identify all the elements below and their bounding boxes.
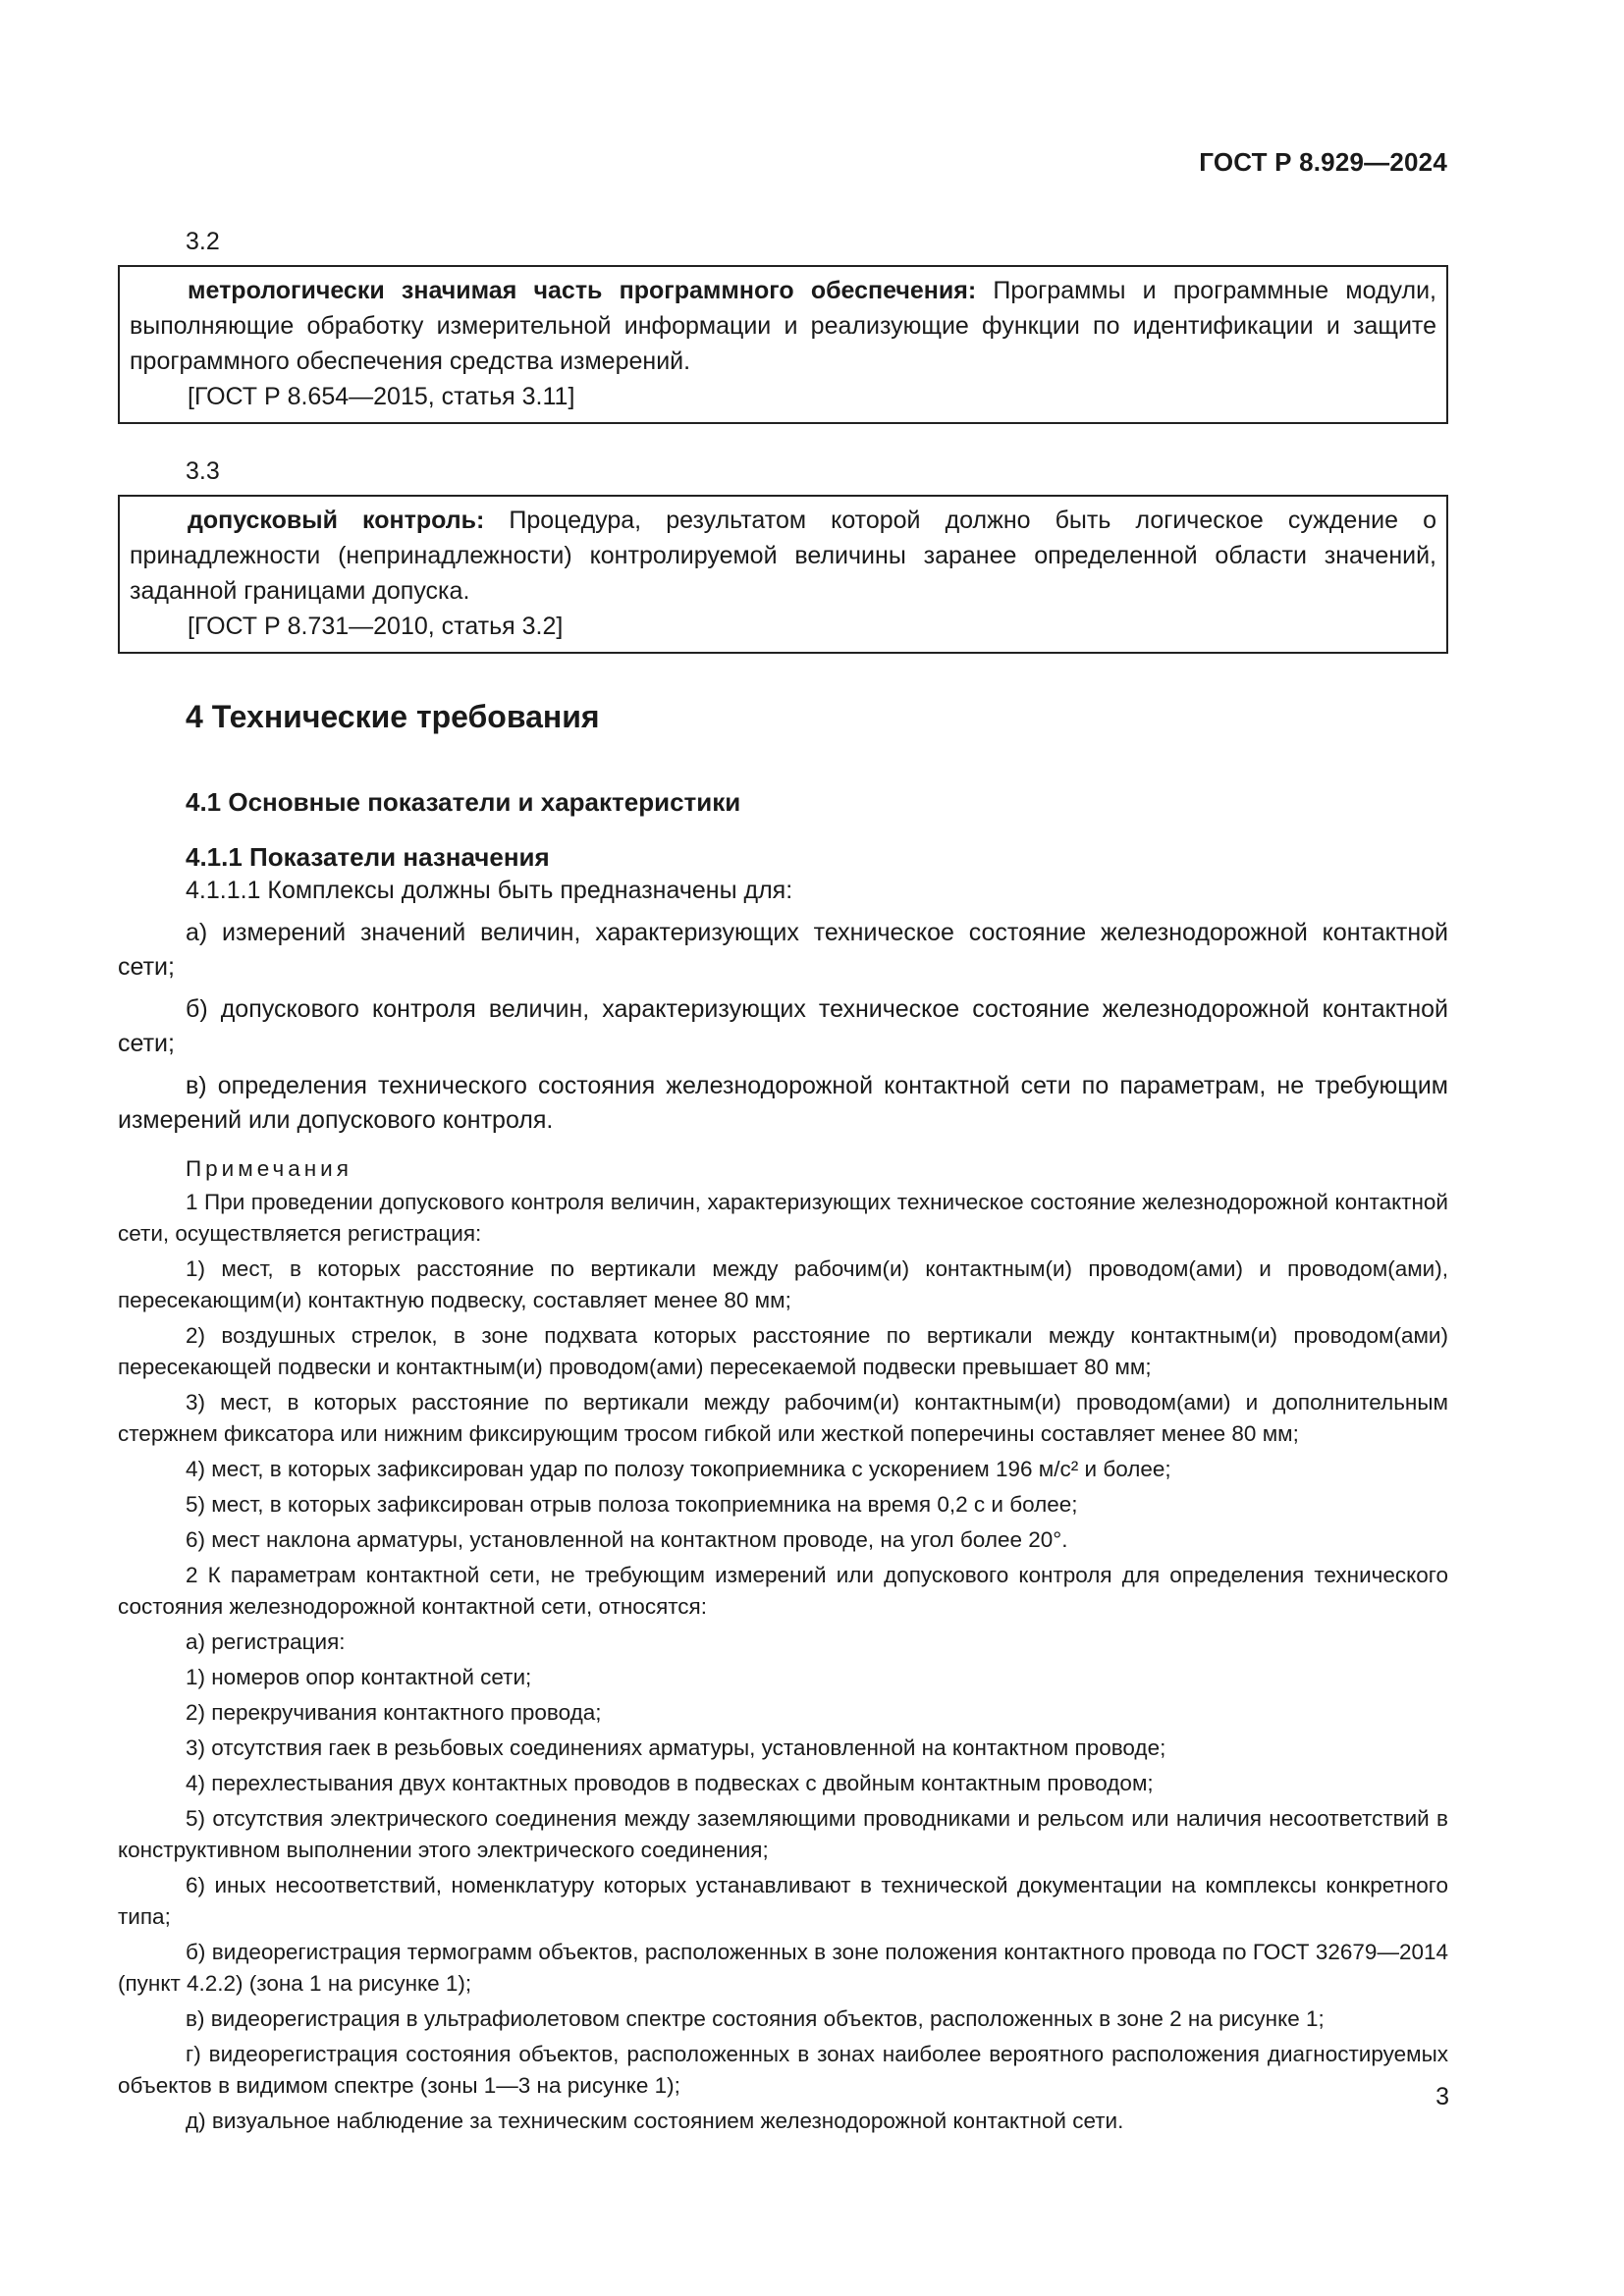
note-item: 2) воздушных стрелок, в зоне подхвата которых расстояние по вертикали между контактным(и) проводом(ами) пересекающей подвески и контактным(и) проводом(ами) пересекаемой подвески превышает 80 мм; (118, 1323, 1448, 1379)
note-item: в) видеорегистрация в ультрафиолетовом спектре состояния объектов, расположенных в зоне 2 на рисунке 1; (186, 2006, 1325, 2031)
paragraph: а) измерений значений величин, характеризующих техническое состояние железнодорожной контактной сети; (118, 919, 1448, 981)
term-source: [ГОСТ Р 8.731—2010, статья 3.2] (188, 613, 564, 640)
term-number: 3.2 (186, 228, 220, 255)
term-number: 3.3 (186, 457, 220, 485)
document-header: ГОСТ Р 8.929—2024 (1199, 147, 1447, 177)
note-item: г) видеорегистрация состояния объектов, расположенных в зонах наиболее вероятного расположения диагностируемых объектов в видимом спектре (зоны 1—3 на рисунке 1); (118, 2042, 1448, 2098)
term-definition (130, 503, 1436, 609)
paragraph: б) допускового контроля величин, характеризующих техническое состояние железнодорожной контактной сети; (118, 995, 1448, 1057)
page-number: 3 (1435, 2083, 1449, 2110)
term-text: Программы и программные модули, выполняющие обработку измерительной информации и реализующие функции по идентификации и защите программного обеспечения средства измерений. (130, 277, 1436, 375)
note-item: 3) мест, в которых расстояние по вертикали между рабочим(и) контактным(и) проводом(ами) и дополнительным стержнем фиксатора или нижним фиксирующим тросом гибкой или жесткой поперечины составляет менее 80 мм; (118, 1390, 1448, 1446)
note-item: 6) иных несоответствий, номенклатуру которых устанавливают в технической документации на комплексы конкретного типа; (118, 1873, 1448, 1929)
note-item: 4) мест, в которых зафиксирован удар по полозу токоприемника с ускорением 196 м/с² и более; (186, 1457, 1171, 1481)
note-item: 1) мест, в которых расстояние по вертикали между рабочим(и) контактным(и) проводом(ами) и проводом(ами), пересекающим(и) контактную подвеску, составляет менее 80 мм; (118, 1256, 1448, 1312)
subsubsection-heading: 4.1.1 Показатели назначения (186, 842, 550, 872)
term-definition (130, 273, 1436, 379)
term-source: [ГОСТ Р 8.654—2015, статья 3.11] (188, 383, 575, 410)
note-item: 6) мест наклона арматуры, установленной на контактном проводе, на угол более 20°. (186, 1527, 1068, 1552)
note-item: 3) отсутствия гаек в резьбовых соединениях арматуры, установленной на контактном проводе; (186, 1735, 1166, 1760)
body-text (118, 874, 1448, 1138)
paragraph: 4.1.1.1 Комплексы должны быть предназначены для: (186, 877, 793, 904)
term-definition-box (118, 495, 1448, 654)
note-item: 2) перекручивания контактного провода; (186, 1700, 602, 1725)
note-item: 1) номеров опор контактной сети; (186, 1665, 532, 1689)
term-name: допусковый контроль: (188, 507, 485, 534)
term-text: Процедура, результатом которой должно быть логическое суждение о принадлежности (непринадлежности) контролируемой величины заранее определенной области значений, заданной границами допуска. (130, 507, 1436, 605)
note-item: д) визуальное наблюдение за техническим состоянием железнодорожной контактной сети. (186, 2109, 1124, 2133)
note-item: 2 К параметрам контактной сети, не требующим измерений или допускового контроля для определения технического состояния железнодорожной контактной сети, относятся: (118, 1563, 1448, 1619)
note-item: б) видеорегистрация термограмм объектов, расположенных в зоне положения контактного провода по ГОСТ 32679—2014 (пункт 4.2.2) (зона 1 на рисунке 1); (118, 1940, 1448, 1996)
paragraph: в) определения технического состояния железнодорожной контактной сети по параметрам, не требующим измерений или допускового контроля. (118, 1072, 1448, 1134)
note-item: 1 При проведении допускового контроля величин, характеризующих техническое состояние железнодорожной контактной сети, осуществляется регистрация: (118, 1190, 1448, 1246)
term-name: метрологически значимая часть программного обеспечения: (188, 277, 977, 304)
document-content (118, 224, 1448, 2141)
subsection-heading: 4.1 Основные показатели и характеристики (186, 787, 741, 817)
section-heading: 4 Технические требования (186, 699, 600, 734)
note-item: 5) мест, в которых зафиксирован отрыв полоза токоприемника на время 0,2 с и более; (186, 1492, 1078, 1517)
note-item: 4) перехлестывания двух контактных проводов в подвесках с двойным контактным проводом; (186, 1771, 1154, 1795)
notes-title: Примечания (186, 1156, 352, 1181)
note-item: а) регистрация: (186, 1629, 346, 1654)
term-definition-box (118, 265, 1448, 424)
note-item: 5) отсутствия электрического соединения между заземляющими проводниками и рельсом или наличия несоответствий в конструктивном выполнении этого электрического соединения; (118, 1806, 1448, 1862)
notes-block (118, 1153, 1448, 2137)
